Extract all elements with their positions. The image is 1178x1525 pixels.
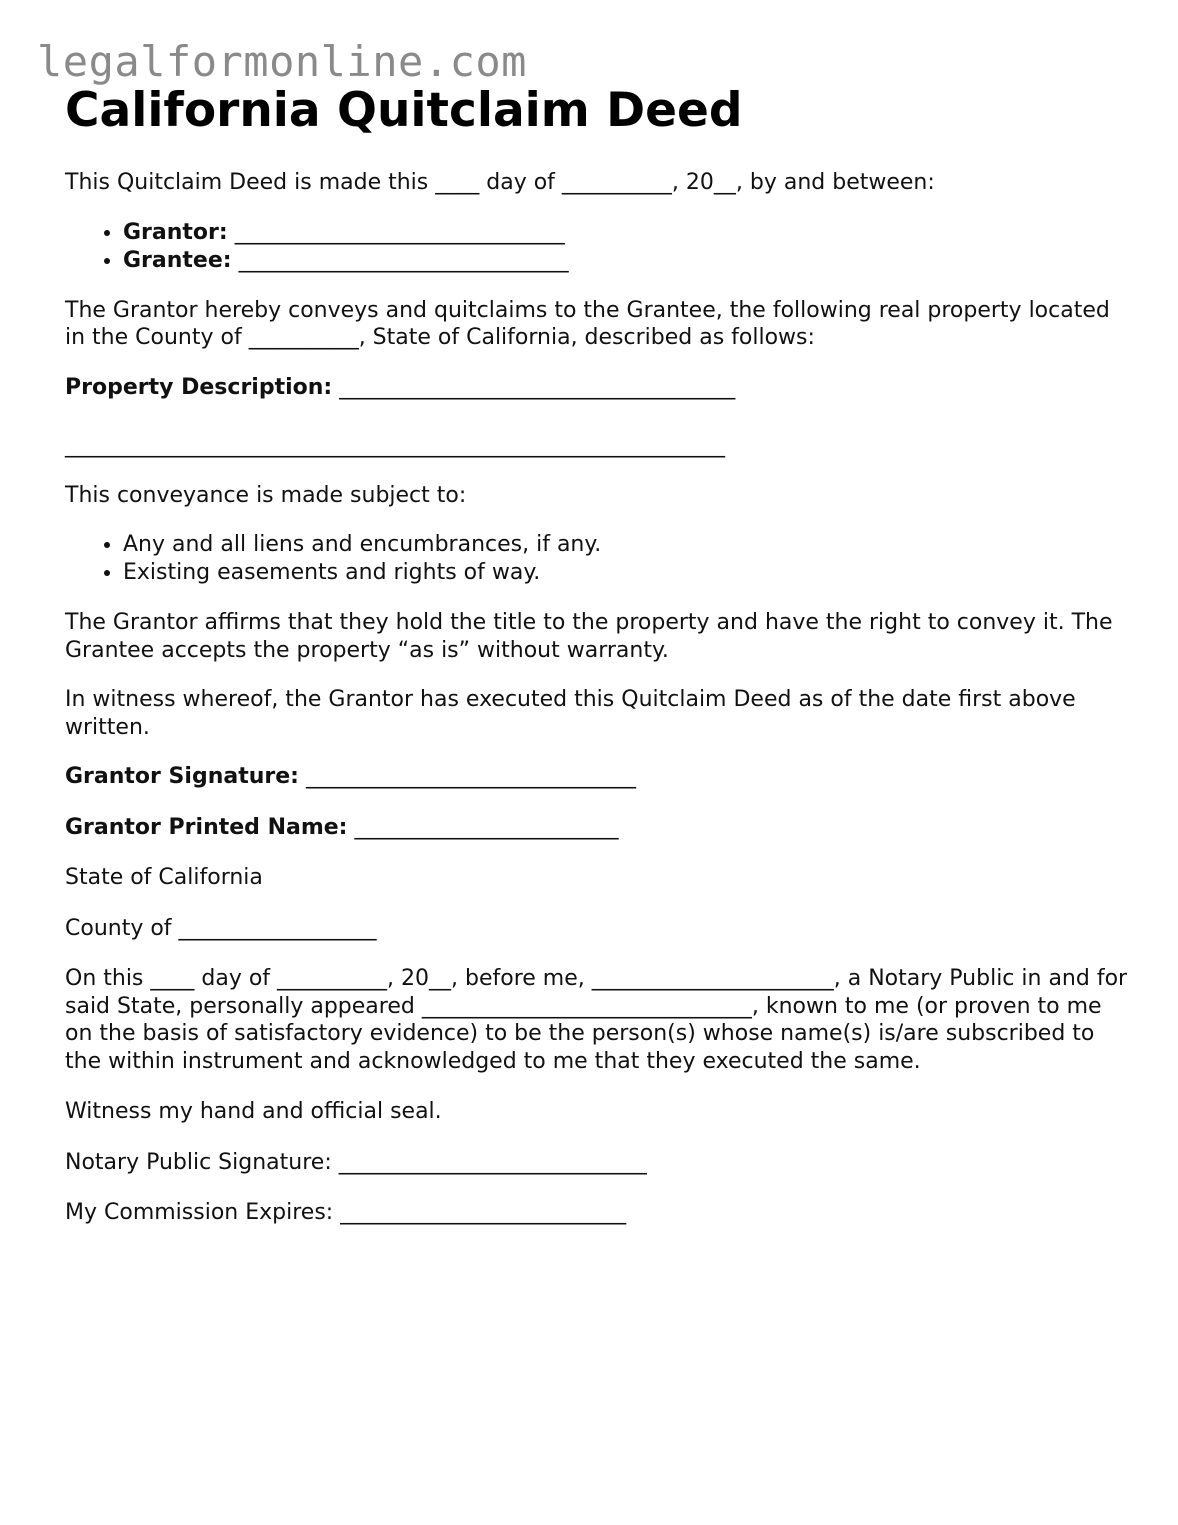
parties-list xyxy=(65,219,1135,275)
document-title: California Quitclaim Deed xyxy=(65,83,743,138)
subject-to-intro: This conveyance is made subject to: xyxy=(65,482,467,508)
grantor-item xyxy=(123,219,1135,247)
grantee-label: Grantee: xyxy=(123,247,232,273)
grantor-signature-blank: ______________________________ xyxy=(305,764,636,789)
document-page xyxy=(65,84,1135,1227)
grantor-label: Grantor: xyxy=(123,219,228,245)
witness-paragraph: In witness whereof, the Grantor has executed this Quitclaim Deed as of the date first above written. xyxy=(65,687,1076,740)
subject-to-item: • Existing easements and rights of way. xyxy=(123,559,1135,587)
notary-witness-seal: Witness my hand and official seal. xyxy=(65,1099,442,1124)
subject-to-list xyxy=(65,531,1135,587)
property-description-blank-line: ____________________________________________________________ xyxy=(65,433,725,458)
grantor-printed-name-line xyxy=(65,814,1135,842)
grantor-signature-label: Grantor Signature: xyxy=(65,764,299,789)
property-description-label: Property Description: xyxy=(65,374,333,400)
intro-paragraph: This Quitclaim Deed is made this ____ day of __________, 20__, by and between: xyxy=(65,170,935,195)
notary-state: State of California xyxy=(65,865,263,890)
watermark-text: legalformonline.com xyxy=(37,37,527,86)
grantee-item xyxy=(123,247,1135,275)
property-description-blank: ____________________________________ xyxy=(339,374,736,400)
notary-acknowledgment: On this ____ day of __________, 20__, before me, ______________________, a Notary Public in and for said State, personally appeared ______________________________, known to me (or proven to me on the basis of satisfactory evidence) to be the person(s) whose name(s) is/are subscribed to the within instrument and acknowledged to me that they executed the same. xyxy=(65,966,1128,1074)
notary-county: County of __________________ xyxy=(65,915,377,941)
notary-commission-line: My Commission Expires: __________________________ xyxy=(65,1200,627,1225)
grantee-blank: ______________________________ xyxy=(238,247,569,273)
grantor-printed-name-blank: ________________________ xyxy=(354,814,619,840)
affirmation-paragraph: The Grantor affirms that they hold the title to the property and have the right to convey it. The Grantee accepts the property “as is” without warranty. xyxy=(65,610,1113,663)
grantor-signature-line xyxy=(65,763,1135,791)
subject-to-item: • Any and all liens and encumbrances, if any. xyxy=(123,531,1135,559)
notary-signature-line: Notary Public Signature: ____________________________ xyxy=(65,1149,647,1175)
grantor-blank: ______________________________ xyxy=(234,219,565,245)
grantor-printed-name-label: Grantor Printed Name: xyxy=(65,814,348,840)
conveyance-paragraph: The Grantor hereby conveys and quitclaims to the Grantee, the following real property located in the County of __________, State of California, described as follows: xyxy=(65,297,1110,350)
property-description-line xyxy=(65,374,1135,402)
